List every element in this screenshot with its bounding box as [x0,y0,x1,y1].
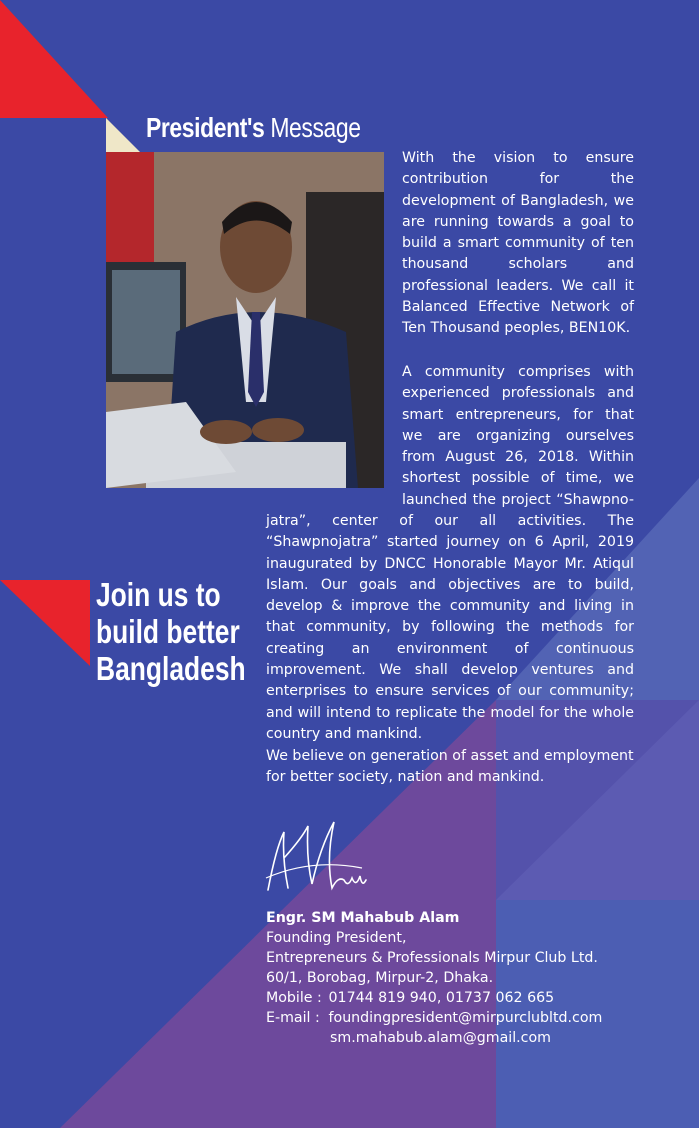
slogan-line-1: Join us to [96,576,221,613]
mobile-label: Mobile : [266,990,322,1006]
portrait-illustration [106,152,384,488]
message-paragraph-1: With the vision to ensure contribution for the development of Bangladesh, we are running towards a goal to build a smart community of ten thousand scholars and professional leaders. We call it Balanced Effective Network of Ten Thousand peoples, BEN10K. [402,150,634,337]
president-photo [106,152,384,488]
organization-name: Entrepreneurs & Professionals Mirpur Club Ltd. [266,950,598,966]
page-title [146,112,361,144]
signature-image [262,818,374,898]
address: 60/1, Borobag, Mirpur-2, Dhaka. [266,970,494,986]
mobile-row [266,988,666,1008]
title-light: Message [270,112,361,143]
email-label: E-mail : [266,1010,320,1026]
president-role: Founding President, [266,930,407,946]
email-secondary-row [266,1028,666,1048]
mobile-numbers[interactable]: 01744 819 940, 01737 062 665 [328,990,555,1006]
slogan [96,576,246,687]
email-secondary[interactable]: sm.mahabub.alam@gmail.com [330,1030,551,1046]
cream-triangle [106,118,140,152]
message-paragraph-2-continued: jatra”, center of our all activities. The “Shawpnojatra” started journey on 6 April, 2019 inaugurated by DNCC Honorable Mayor Mr. Atiqul Islam. Our goals and objectives are to build, develop & improve the community and living in that community, by following the methods for creating an environment of continuous improvement. We shall develop ventures and enterprises to ensure services of our community; and will intend to replicate the model for the whole country and mankind. [266,513,634,742]
contact-block [266,908,666,1048]
message-paragraph-2-start: A community comprises with experienced professionals and smart entrepreneurs, for that we are organizing ourselves from August 26, 2018. Within shortest possible of time, we launched the project “Shawpno- [402,364,634,508]
red-corner-triangle [0,0,108,118]
red-side-triangle [0,580,90,666]
slogan-line-2: build better [96,613,240,650]
email-row [266,1008,666,1028]
slogan-line-3: Bangladesh [96,650,246,687]
message-paragraph-3: We believe on generation of asset and employment for better society, nation and mankind. [266,748,634,786]
email-primary[interactable]: foundingpresident@mirpurclubltd.com [328,1010,603,1026]
president-name: Engr. SM Mahabub Alam [266,910,460,926]
title-bold: President's [146,112,265,143]
